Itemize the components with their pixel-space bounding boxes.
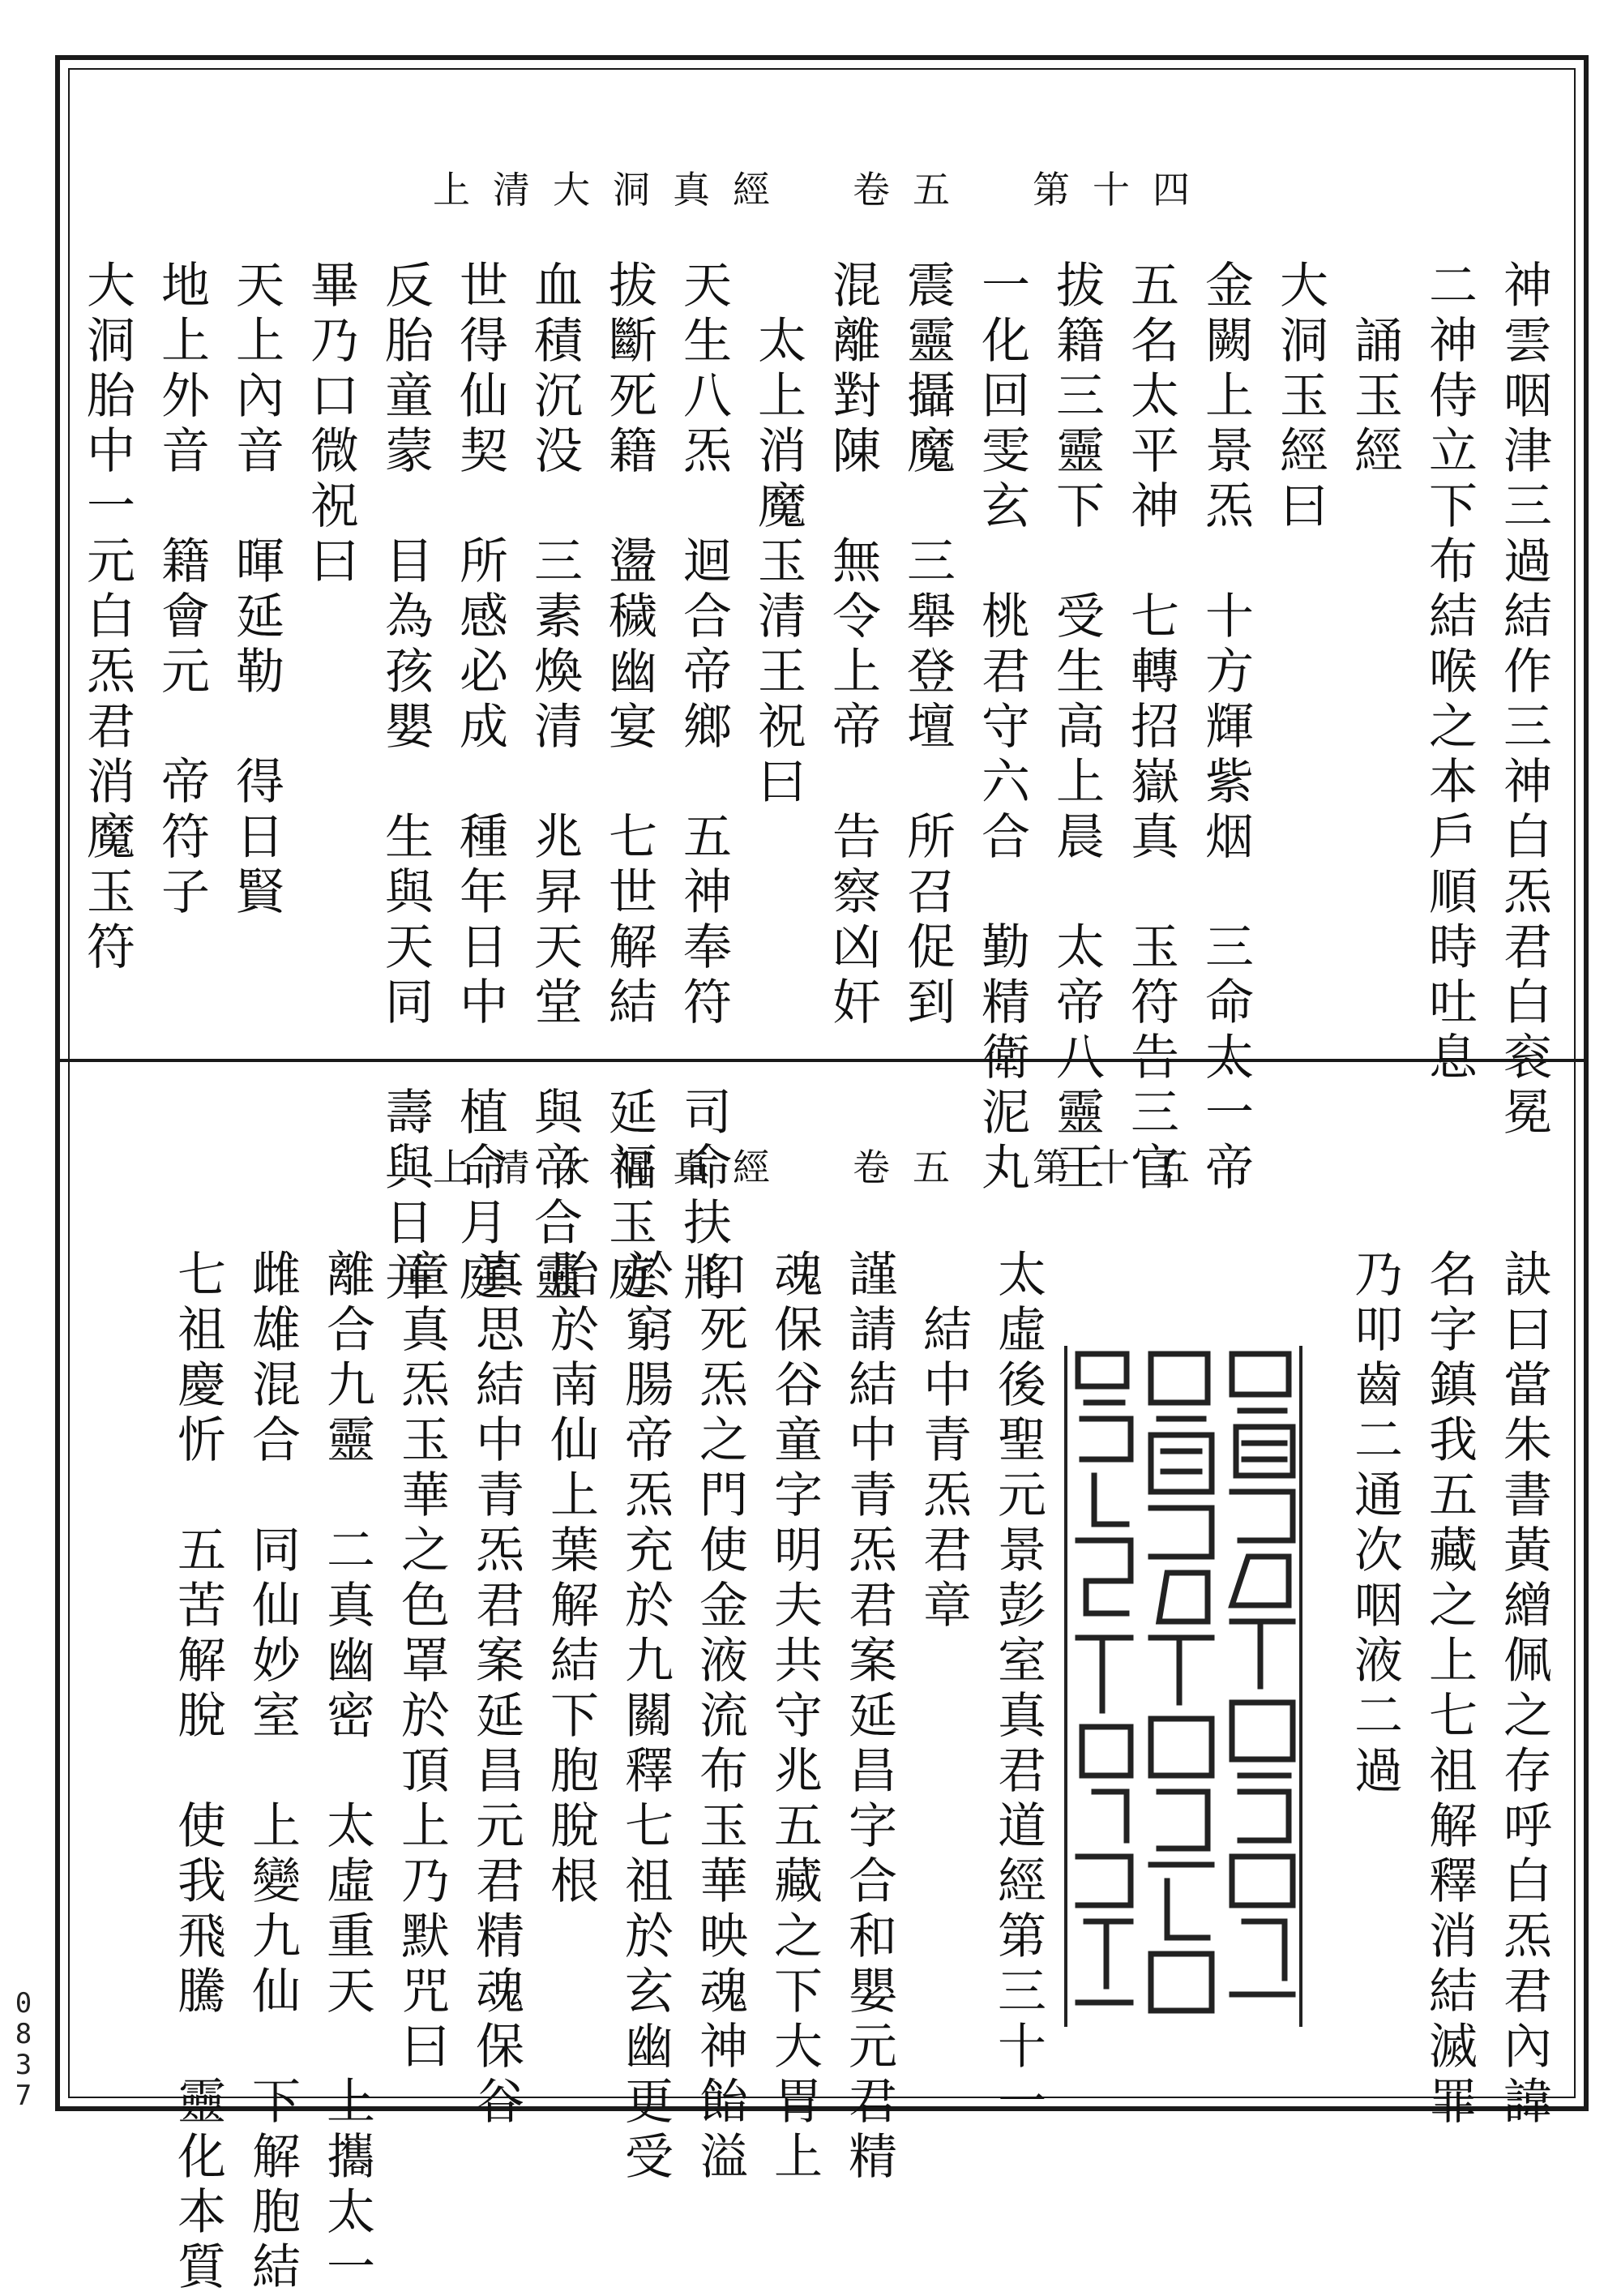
text-column: 離合九靈 二真幽密 太虛重天 上攜太一 bbox=[319, 1249, 375, 2296]
text-column: 結中青炁君章 bbox=[915, 1249, 972, 1634]
talisman-seal-graphic bbox=[1062, 1338, 1305, 2035]
text-column: 乃叩齒二通次咽液二過 bbox=[1346, 1249, 1403, 1800]
text-column: 神雲咽津三過結作三神白炁君白衮冕 bbox=[1495, 259, 1552, 1142]
text-column: 大洞胎中一元白炁君消魔玉符 bbox=[79, 259, 135, 976]
text-column: 於窮腸帝炁充於九關釋七祖於玄幽更受 bbox=[617, 1249, 674, 2186]
top-page-header: 上清大洞真經 卷五 第十四 bbox=[433, 168, 1213, 212]
bottom-page-header: 上清大洞真經 卷五 第十五 bbox=[433, 1146, 1213, 1189]
text-column: 訣曰當朱書黃繒佩之存呼白炁君內諱 bbox=[1495, 1249, 1552, 2131]
text-column: 震靈攝魔 三舉登壇 所召促到 bbox=[899, 259, 956, 1031]
text-column: 五名太平神 七轉招嶽真 玉符告三官 bbox=[1123, 259, 1179, 1197]
text-column: 真思結中青炁君案延昌元君精魂保谷 bbox=[468, 1249, 524, 2131]
text-column: 畢乃口微祝曰 bbox=[302, 259, 359, 590]
text-column: 太虛後聖元景彭室真君道經第三十一 bbox=[990, 1249, 1046, 2131]
text-column: 地上外音 籍會元 帝符子 bbox=[153, 259, 210, 921]
text-column: 童真炁玉華之色罩於頂上乃默咒曰 bbox=[393, 1249, 450, 2075]
text-column: 拔斷死籍 盪穢幽宴 七世解結 延福玉庭 bbox=[601, 259, 657, 1307]
text-column: 反胎童蒙 目為孩嬰 生與天同 壽與日并 bbox=[377, 259, 434, 1307]
text-column: 一化回雯玄 桃君守六合 勤精衛泥丸 bbox=[973, 259, 1030, 1197]
text-column: 魂保谷童字明夫共守兆五藏之下大胃上 bbox=[766, 1249, 823, 2186]
text-column: 天上內音 暉延勒 得日賢 bbox=[228, 259, 284, 921]
page-number: 0837 bbox=[15, 1987, 32, 2112]
text-column: 大洞玉經曰 bbox=[1272, 259, 1328, 535]
text-column: 胎於南仙上葉解結下胞脫根 bbox=[542, 1249, 599, 1910]
text-column: 口死炁之門使金液流布玉華映魂神飴溢 bbox=[691, 1249, 748, 2186]
text-column: 世得仙契 所感必成 種年日中 植命月庭 bbox=[451, 259, 508, 1307]
text-column: 謹請結中青炁君案延昌字合和嬰元君精 bbox=[840, 1249, 897, 2186]
text-column: 太上消魔玉清王祝曰 bbox=[750, 259, 806, 811]
talisman-seal bbox=[1062, 1338, 1305, 2035]
text-column: 血積沉没 三素煥清 兆昇天堂 與帝合靈 bbox=[526, 259, 583, 1307]
text-column: 雌雄混合 同仙妙室 上變九仙 下解胞結 bbox=[244, 1249, 301, 2296]
text-column: 拔籍三靈下 受生高上晨 太帝八靈王 bbox=[1048, 259, 1105, 1197]
text-column: 七祖慶忻 五苦解脫 使我飛騰 靈化本質 bbox=[169, 1249, 226, 2296]
bottom-page-columns bbox=[105, 1249, 1552, 2296]
text-column: 二神侍立下布結喉之本戶順時吐息 bbox=[1421, 259, 1478, 1086]
bottom-page bbox=[73, 1078, 1572, 2296]
text-column: 金闕上景炁 十方輝紫烟 三命太一帝 bbox=[1197, 259, 1254, 1197]
text-column: 天生八炁 迴合帝鄉 五神奉符 司命扶將 bbox=[675, 259, 732, 1307]
page-divider bbox=[55, 1059, 1589, 1062]
text-column: 混離對陳 無令上帝 告察凶奸 bbox=[824, 259, 881, 1031]
text-column: 名字鎮我五藏之上七祖解釋消結滅罪 bbox=[1421, 1249, 1478, 2131]
text-column: 誦玉經 bbox=[1346, 259, 1403, 480]
